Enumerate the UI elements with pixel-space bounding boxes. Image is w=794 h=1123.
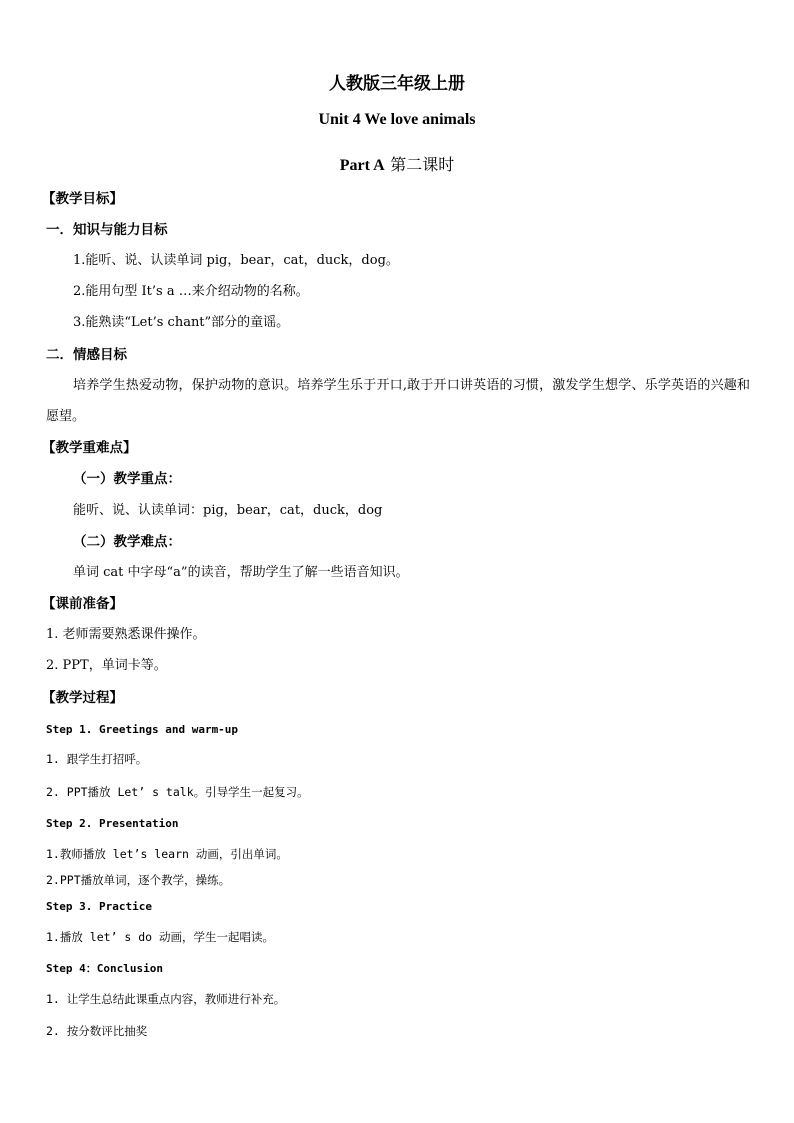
key-points-heading: 【教学重难点】 bbox=[42, 440, 137, 456]
preparation-item: 2. PPT，单词卡等。 bbox=[46, 658, 167, 673]
goal-item: 2.能用句型 It’s a …来介绍动物的名称。 bbox=[73, 284, 309, 299]
step4-item: 2. 按分数评比抽奖 bbox=[46, 1024, 148, 1038]
goal-item: 3.能熟读“Let’s chant”部分的童谣。 bbox=[73, 315, 290, 330]
step2-title: Step 2. Presentation bbox=[46, 817, 179, 830]
step4-title: Step 4：Conclusion bbox=[46, 962, 163, 975]
preparation-item: 1. 老师需要熟悉课件操作。 bbox=[46, 627, 206, 642]
preparation-heading: 【课前准备】 bbox=[42, 596, 123, 612]
lesson-title bbox=[0, 152, 794, 175]
process-heading: 【教学过程】 bbox=[42, 690, 123, 706]
emotion-goals-heading: 二．情感目标 bbox=[46, 347, 127, 363]
focus-text: 能听、说、认读单词：pig，bear，cat，duck，dog bbox=[73, 503, 383, 518]
goals-heading: 【教学目标】 bbox=[42, 191, 123, 207]
focus-heading: （一）教学重点： bbox=[73, 471, 181, 487]
difficulty-heading: （二）教学难点： bbox=[73, 534, 181, 550]
step2-item: 2.PPT播放单词，逐个教学，操练。 bbox=[46, 873, 231, 887]
step1-item: 2. PPT播放 Let’ s talk。引导学生一起复习。 bbox=[46, 785, 309, 799]
step3-title: Step 3. Practice bbox=[46, 900, 152, 913]
step1-item: 1. 跟学生打招呼。 bbox=[46, 752, 148, 766]
step2-item: 1.教师播放 let’s learn 动画，引出单词。 bbox=[46, 847, 288, 861]
knowledge-goals-heading: 一．知识与能力目标 bbox=[46, 222, 168, 238]
goal-item: 1.能听、说、认读单词 pig，bear，cat，duck，dog。 bbox=[73, 253, 399, 268]
part-label: Part A bbox=[339, 157, 385, 174]
unit-title: Unit 4 We love animals bbox=[318, 111, 476, 128]
step4-item: 1. 让学生总结此课重点内容，教师进行补充。 bbox=[46, 992, 286, 1006]
lesson-label: 第二课时 bbox=[390, 155, 455, 174]
step1-title: Step 1. Greetings and warm-up bbox=[46, 723, 239, 736]
step3-item: 1.播放 let’ s do 动画，学生一起唱读。 bbox=[46, 930, 275, 944]
difficulty-text: 单词 cat 中字母“a”的读音，帮助学生了解一些语音知识。 bbox=[73, 565, 409, 580]
document-title: 人教版三年级上册 bbox=[329, 74, 465, 94]
emotion-goals-text: 培养学生热爱动物，保护动物的意识。培养学生乐于开口,敢于开口讲英语的习惯，激发学生想学、乐学英语的兴趣和愿望。 bbox=[46, 378, 750, 424]
